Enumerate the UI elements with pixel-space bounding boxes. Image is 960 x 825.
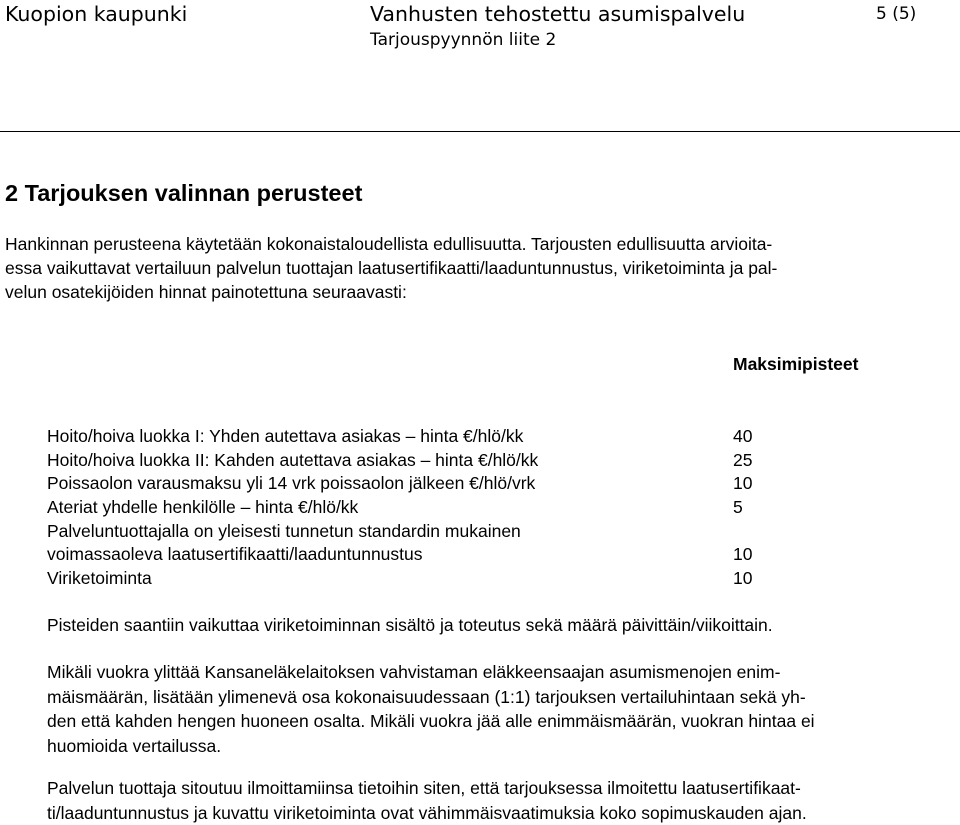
criterion-points: 10 bbox=[733, 543, 752, 567]
criterion-points: 40 bbox=[733, 425, 752, 449]
max-points-header: Maksimipisteet bbox=[733, 354, 858, 375]
criteria-table bbox=[47, 425, 807, 591]
criterion-points: 5 bbox=[733, 496, 743, 520]
note-provider-commitment bbox=[47, 776, 947, 825]
intro-line: essa vaikuttavat vertailuun palvelun tuottajan laatusertifikaatti/laaduntunnustus, viriketoiminta ja pal- bbox=[5, 256, 953, 280]
note-line: Pisteiden saantiin vaikuttaa viriketoiminnan sisältö ja toteutus sekä määrä päivittäin/viikoittain. bbox=[47, 613, 947, 638]
intro-paragraph bbox=[5, 232, 953, 304]
table-row bbox=[47, 496, 807, 520]
criterion-text: voimassaoleva laatusertifikaatti/laaduntunnustus bbox=[47, 543, 423, 567]
table-row bbox=[47, 543, 807, 567]
table-row bbox=[47, 449, 807, 473]
section-title: 2 Tarjouksen valinnan perusteet bbox=[5, 180, 362, 207]
criterion-text: Palveluntuottajalla on yleisesti tunnetun standardin mukainen bbox=[47, 520, 521, 544]
note-line: mäismäärän, lisätään ylimenevä osa kokonaisuudessaan (1:1) tarjouksen vertailuhintaan sekä yh- bbox=[47, 685, 947, 710]
header-document-title bbox=[370, 2, 745, 50]
criterion-points: 10 bbox=[733, 472, 752, 496]
note-line: den että kahden hengen huoneen osalta. Mikäli vuokra jää alle enimmäismäärän, vuokran hintaa ei bbox=[47, 709, 947, 734]
note-line: ti/laaduntunnustus ja kuvattu viriketoiminta ovat vähimmäisvaatimuksia koko sopimuskauden ajan. bbox=[47, 801, 947, 825]
document-subtitle: Tarjouspyynnön liite 2 bbox=[370, 30, 745, 50]
criterion-text: Ateriat yhdelle henkilölle – hinta €/hlö/kk bbox=[47, 496, 358, 520]
criterion-text: Hoito/hoiva luokka II: Kahden autettava asiakas – hinta €/hlö/kk bbox=[47, 449, 538, 473]
criterion-text: Hoito/hoiva luokka I: Yhden autettava asiakas – hinta €/hlö/kk bbox=[47, 425, 523, 449]
criterion-text: Poissaolon varausmaksu yli 14 vrk poissaolon jälkeen €/hlö/vrk bbox=[47, 472, 535, 496]
criterion-points: 10 bbox=[733, 567, 752, 591]
table-row bbox=[47, 472, 807, 496]
note-line: Palvelun tuottaja sitoutuu ilmoittamiinsa tietoihin siten, että tarjouksessa ilmoitettu laatusertifikaat- bbox=[47, 776, 947, 801]
intro-line: Hankinnan perusteena käytetään kokonaistaloudellista edullisuutta. Tarjousten edullisuutta arvioita- bbox=[5, 232, 953, 256]
criterion-points: 25 bbox=[733, 449, 752, 473]
table-row bbox=[47, 425, 807, 449]
intro-line: velun osatekijöiden hinnat painotettuna seuraavasti: bbox=[5, 280, 953, 304]
document-title: Vanhusten tehostettu asumispalvelu bbox=[370, 2, 745, 26]
note-line: Mikäli vuokra ylittää Kansaneläkelaitoksen vahvistaman eläkkeensaajan asumismenojen enim- bbox=[47, 660, 947, 685]
page-number: 5 (5) bbox=[876, 4, 916, 24]
note-activity-scoring bbox=[47, 613, 947, 638]
note-line: huomioida vertailussa. bbox=[47, 734, 947, 759]
header-organization: Kuopion kaupunki bbox=[5, 2, 187, 26]
criterion-text: Viriketoiminta bbox=[47, 567, 152, 591]
table-row bbox=[47, 520, 807, 544]
header-divider bbox=[0, 131, 960, 132]
table-row bbox=[47, 567, 807, 591]
note-rent-limit bbox=[47, 660, 947, 758]
